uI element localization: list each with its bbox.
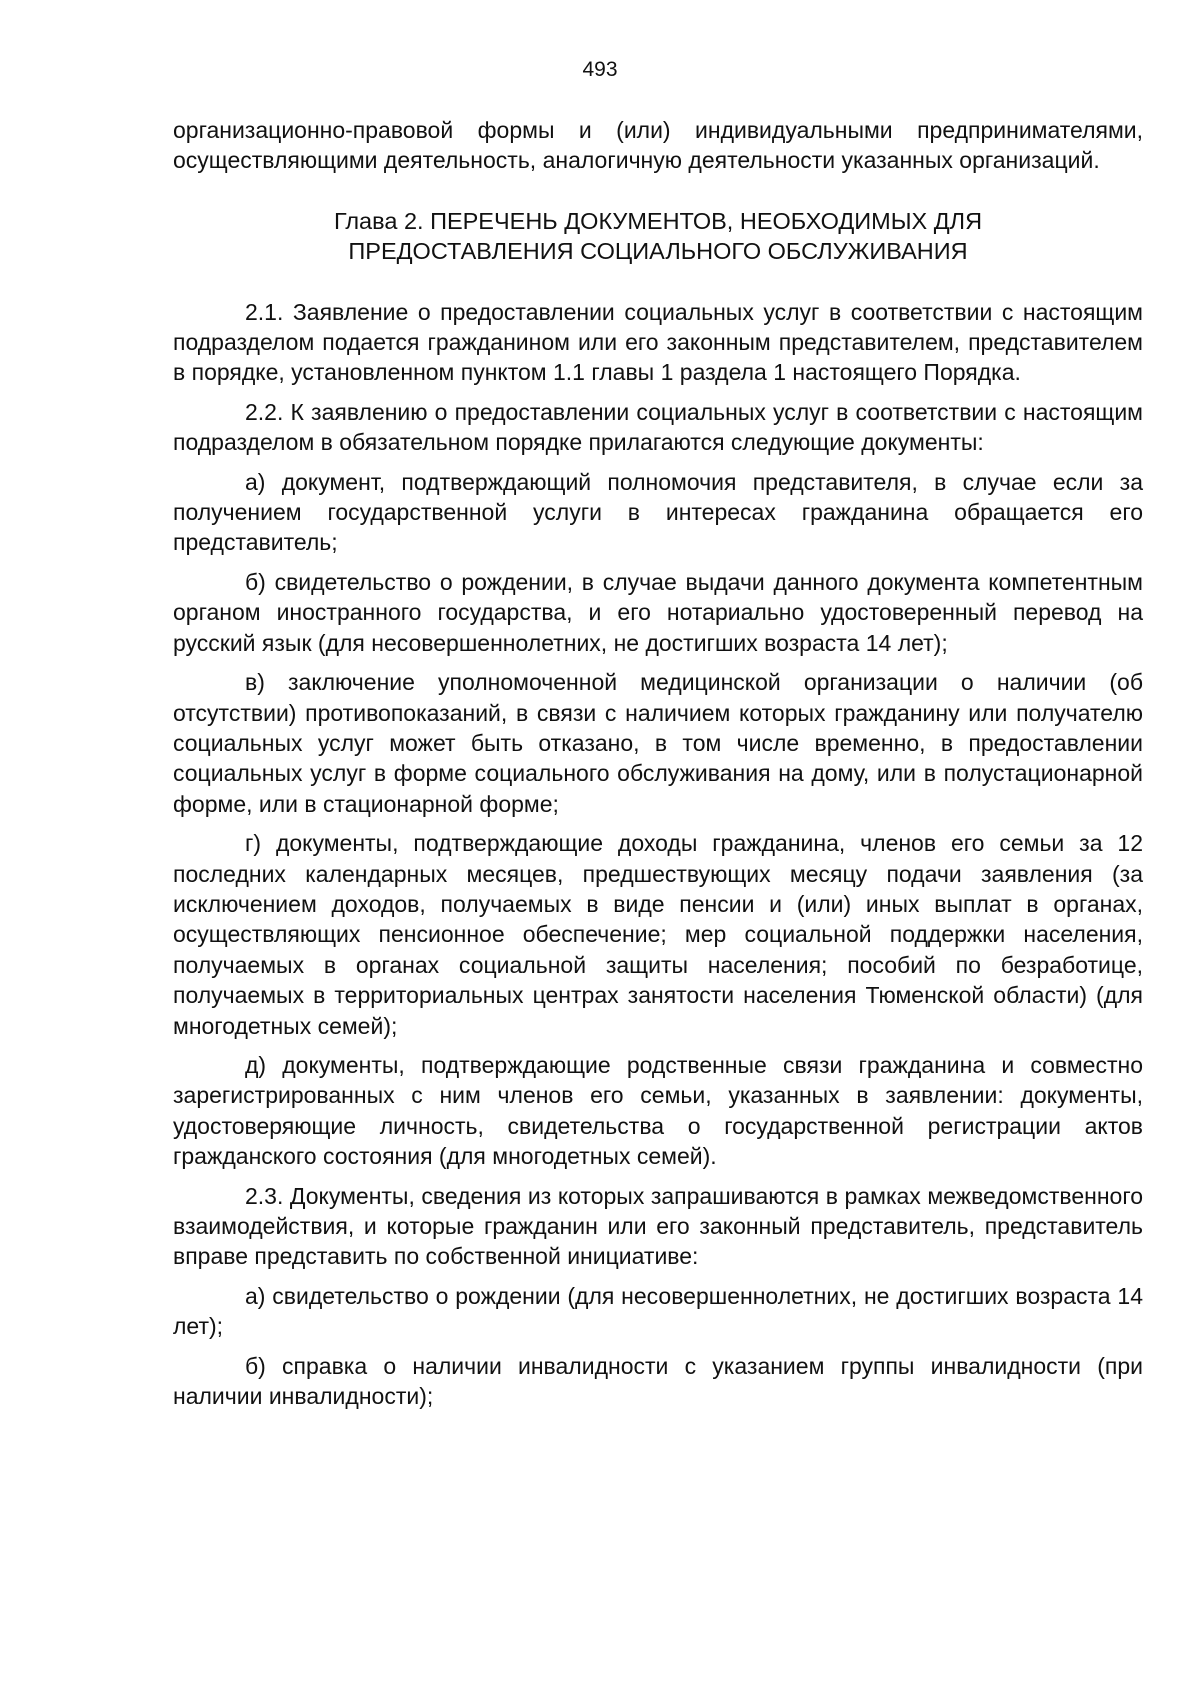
chapter-heading-line-1: Глава 2. ПЕРЕЧЕНЬ ДОКУМЕНТОВ, НЕОБХОДИМЫХ ДЛЯ (333, 207, 983, 234)
chapter-heading (173, 206, 1143, 267)
paragraph-2-2-a: а) документ, подтверждающий полномочия представителя, в случае если за получением государственной услуги в интересах гражданина обращается его представитель; (173, 468, 1143, 556)
paragraph-2-3-a: а) свидетельство о рождении (для несовершеннолетних, не достигших возраста 14 лет); (173, 1282, 1143, 1340)
chapter-heading-line-2: ПРЕДОСТАВЛЕНИЯ СОЦИАЛЬНОГО ОБСЛУЖИВАНИЯ (348, 238, 968, 265)
paragraph-2-2: 2.2. К заявлению о предоставлении социальных услуг в соответствии с настоящим подразделом в обязательном порядке прилагаются следующие документы: (173, 398, 1143, 456)
paragraph-2-2-g: г) документы, подтверждающие доходы гражданина, членов его семьи за 12 последних календарных месяцев, предшествующих месяцу подачи заявления (за исключением доходов, получаемых в виде пенсии и (или) иных выплат в органах, осуществляющих пенсионное обеспечение; мер социальной поддержки населения, получаемых в органах социальной защиты населения; пособий по безработице, получаемых в территориальных центрах занятости населения Тюменской области) (для многодетных семей); (173, 830, 1143, 1039)
paragraph-2-2-b: б) свидетельство о рождении, в случае выдачи данного документа компетентным органом иностранного государства, и его нотариально удостоверенный перевод на русский язык (для несовершеннолетних, не достигших возраста 14 лет); (173, 568, 1143, 656)
page-number: 493 (582, 58, 618, 81)
paragraph-2-1: 2.1. Заявление о предоставлении социальных услуг в соответствии с настоящим подразделом подается гражданином или его законным представителем, представителем в порядке, установленном пунктом 1.1 главы 1 раздела 1 настоящего Порядка. (173, 298, 1143, 386)
paragraph-2-3: 2.3. Документы, сведения из которых запрашиваются в рамках межведомственного взаимодействия, и которые гражданин или его законный представитель, представитель вправе представить по собственной инициативе: (173, 1182, 1143, 1270)
paragraph-2-3-b: б) справка о наличии инвалидности с указанием группы инвалидности (при наличии инвалидности); (173, 1352, 1143, 1410)
paragraph-2-2-d: д) документы, подтверждающие родственные связи гражданина и совместно зарегистрированных с ним членов его семьи, указанных в заявлении: документы, удостоверяющие личность, свидетельства о государственной регистрации актов гражданского состояния (для многодетных семей). (173, 1051, 1143, 1170)
intro-paragraph: организационно-правовой формы и (или) индивидуальными предпринимателями, осуществляющими деятельность, аналогичную деятельности указанных организаций. (173, 117, 1143, 174)
paragraph-2-2-v: в) заключение уполномоченной медицинской организации о наличии (об отсутствии) противопоказаний, в связи с наличием которых гражданину или получателю социальных услуг может быть отказано, в том числе временно, в предоставлении социальных услуг в форме социального обслуживания на дому, или в полустационарной форме, или в стационарной форме; (173, 669, 1143, 817)
page-body (173, 115, 1143, 1420)
